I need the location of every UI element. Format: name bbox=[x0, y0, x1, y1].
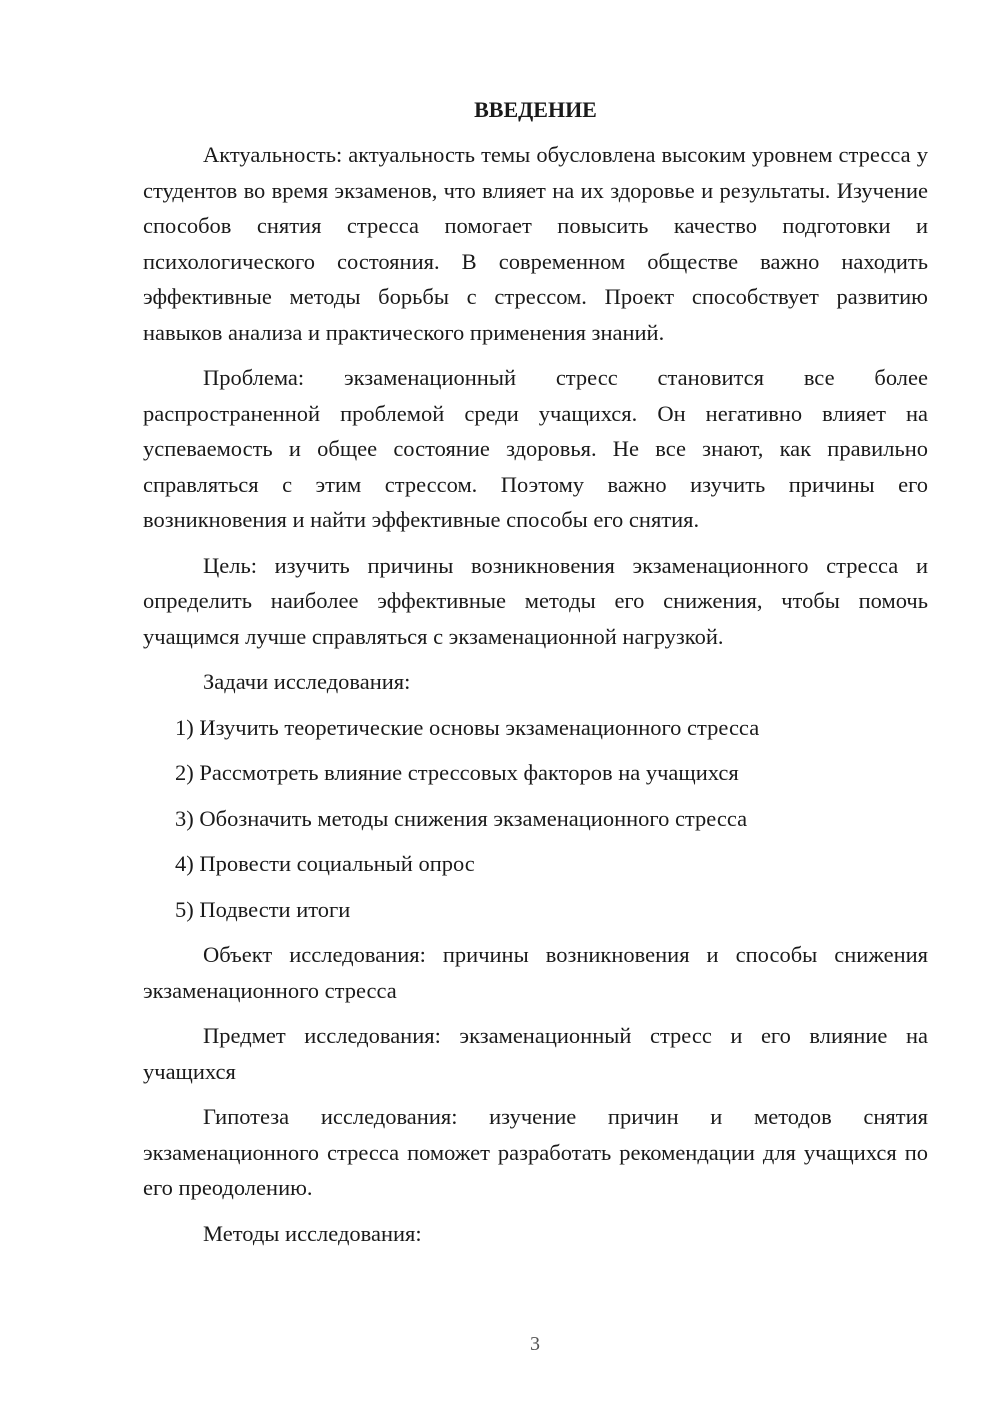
section-title: ВВЕДЕНИЕ bbox=[474, 97, 597, 122]
goal-paragraph: Цель: изучить причины возникновения экзаменационного стресса и определить наиболее эффективные методы его снижения, чтобы помочь учащимся лучше справляться с экзаменационной нагрузкой. bbox=[143, 552, 928, 649]
tasks-heading: Задачи исследования: bbox=[203, 669, 411, 694]
hypothesis-paragraph: Гипотеза исследования: изучение причин и методов снятия экзаменационного стресса поможет разработать рекомендации для учащихся по его преодолению. bbox=[143, 1104, 928, 1200]
page-number: 3 bbox=[530, 1333, 540, 1355]
list-item: 1) Изучить теоретические основы экзаменационного стресса bbox=[175, 714, 760, 740]
methods-heading: Методы исследования: bbox=[203, 1220, 422, 1246]
problem-paragraph: Проблема: экзаменационный стресс становится все более распространенной проблемой среди учащихся. Он негативно влияет на успеваемость и общее состояние здоровья. Не все знают, как правильно справляться с этим стрессом. Поэтому важно изучить причины его возникновения и найти эффективные способы его снятия. bbox=[143, 365, 928, 532]
object-paragraph: Объект исследования: причины возникновения и способы снижения экзаменационного стресса bbox=[143, 942, 928, 1003]
subject-paragraph: Предмет исследования: экзаменационный стресс и его влияние на учащихся bbox=[143, 1023, 928, 1084]
list-item: 4) Провести социальный опрос bbox=[175, 851, 475, 876]
relevance-paragraph: Актуальность: актуальность темы обусловлена высоким уровнем стресса у студентов во время экзаменов, что влияет на их здоровье и результаты. Изучение способов снятия стресса помогает повысить качество подготовки и психологического состояния. В современном обществе важно находить эффективные методы борьбы с стрессом. Проект способствует развитию навыков анализа и практического применения знаний. bbox=[143, 142, 928, 345]
tasks-list bbox=[143, 710, 928, 928]
list-item: 2) Рассмотреть влияние стрессовых факторов на учащихся bbox=[175, 760, 739, 785]
list-item: 3) Обозначить методы снижения экзаменационного стресса bbox=[175, 805, 748, 831]
list-item: 5) Подвести итоги bbox=[175, 896, 351, 922]
page-content bbox=[143, 92, 928, 1261]
